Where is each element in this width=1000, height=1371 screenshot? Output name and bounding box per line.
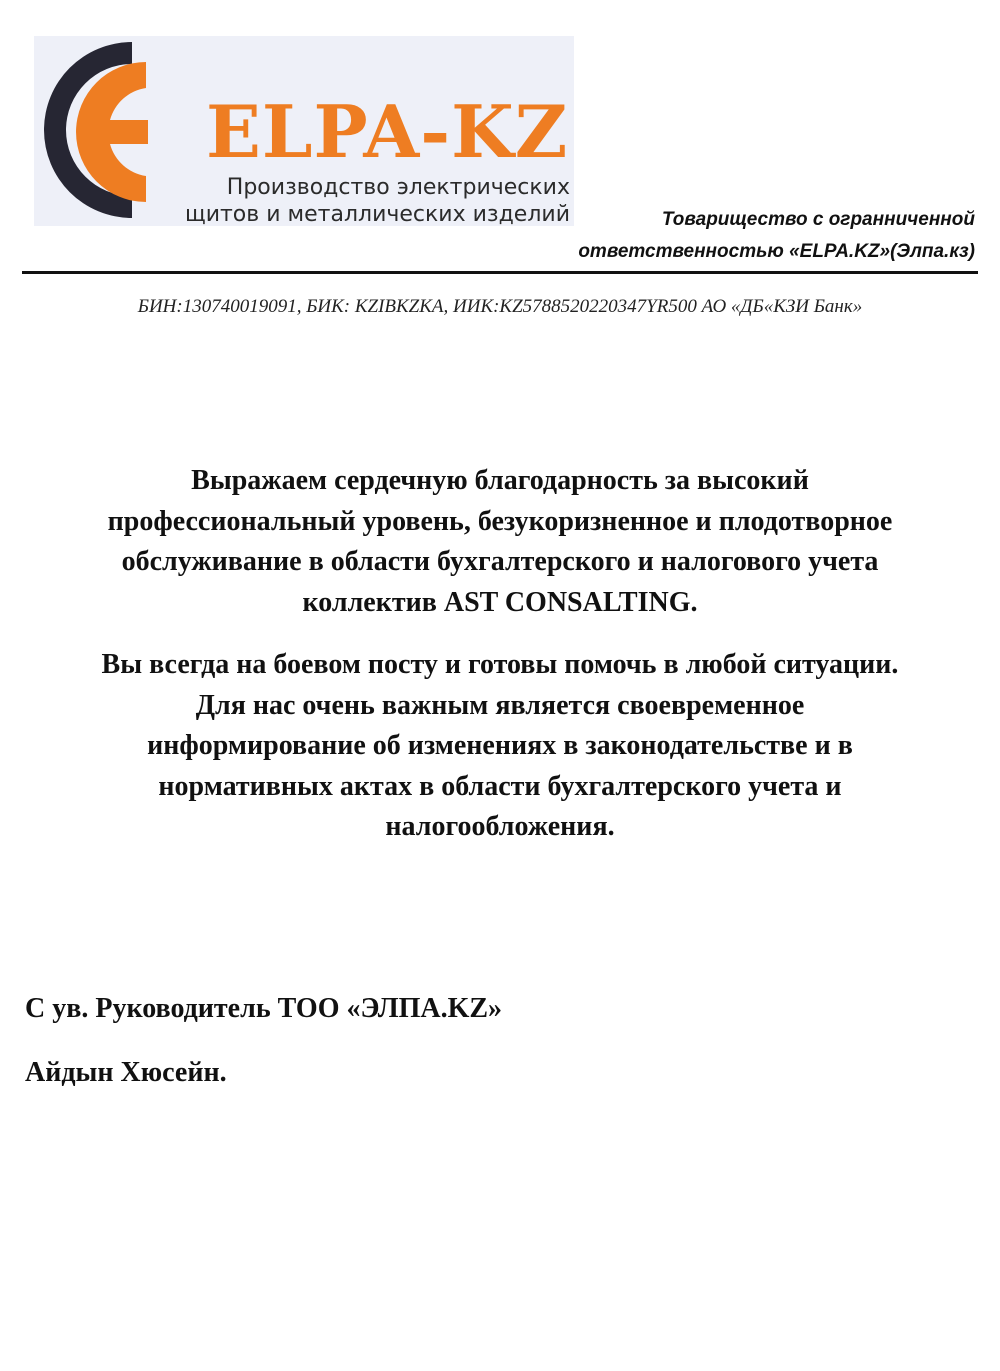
company-logo xyxy=(34,36,574,226)
logo-title: ELPA-KZ xyxy=(206,89,569,174)
paragraph-line: профессиональный уровень, безукоризненное и плодотворное xyxy=(107,505,893,537)
paragraph-line: информирование об изменениях в законодательстве и в xyxy=(147,730,853,761)
signature-name: Айдын Хюсейн. xyxy=(25,1057,227,1088)
support-paragraph xyxy=(20,645,980,848)
logo-subtitle xyxy=(150,174,570,226)
paragraph-line: налогообложения. xyxy=(385,811,615,842)
gratitude-paragraph xyxy=(20,461,980,623)
bank-details: БИН:130740019091, БИК: KZIBKZKA, ИИК:KZ5788520220347YR500 АО «ДБ«КЗИ Банк» xyxy=(137,296,863,317)
company-name-line1: Товарищество с огранниченной xyxy=(661,209,975,230)
paragraph-line: нормативных актах в области бухгалтерского учета и xyxy=(158,770,842,802)
company-name xyxy=(578,204,975,268)
paragraph-line: Для нас очень важным является своевременное xyxy=(195,689,805,721)
paragraph-line: Вы всегда на боевом посту и готовы помочь в любой ситуации. xyxy=(101,649,899,680)
paragraph-line: обслуживание в области бухгалтерского и налогового учета xyxy=(121,546,879,577)
logo-subtitle-line2: щитов и металлических изделий xyxy=(184,202,570,226)
signature-position: С ув. Руководитель ТОО «ЭЛПА.KZ» xyxy=(25,993,503,1024)
company-name-line2: ответственностью «ELPA.KZ»(Элпа.кз) xyxy=(578,241,975,262)
logo-subtitle-line1: Производство электрических xyxy=(226,175,570,200)
paragraph-line: Выражаем сердечную благодарность за высокий xyxy=(191,465,809,496)
header-divider xyxy=(22,271,978,274)
paragraph-line: коллектив AST CONSALTING. xyxy=(302,586,698,618)
